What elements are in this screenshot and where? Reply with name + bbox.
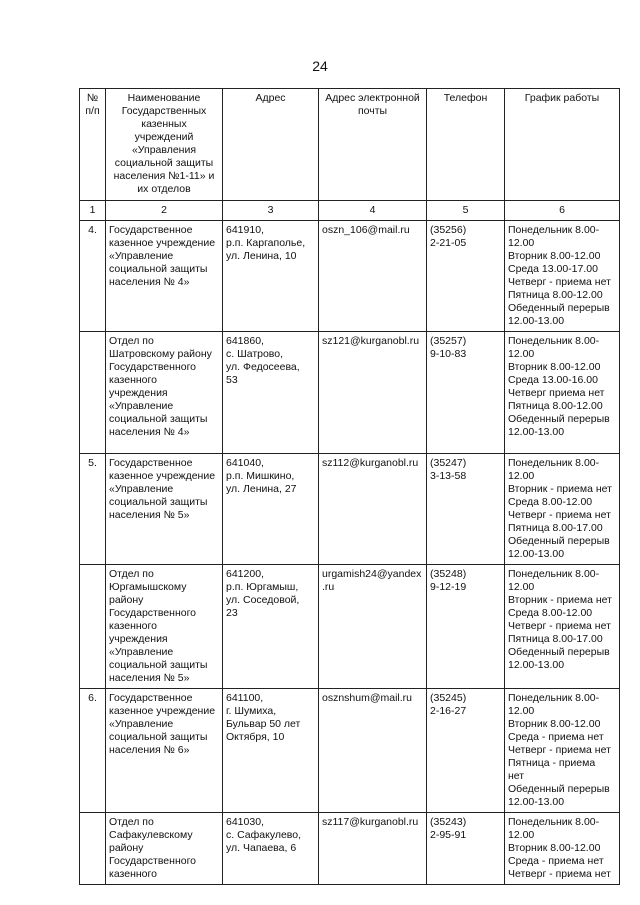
- row-number: [80, 332, 106, 454]
- institution-schedule: Понедельник 8.00- 12.00 Вторник - приема нет Среда 8.00-12.00 Четверг - приема нет Пятница 8.00-17.00 Обеденный перерыв 12.00-13.00: [505, 565, 620, 689]
- institution-phone: (35243) 2-95-91: [427, 813, 505, 885]
- table-row: [80, 565, 620, 689]
- column-number: 4: [319, 201, 427, 221]
- column-number-row: [80, 201, 620, 221]
- row-number: [80, 813, 106, 885]
- header-address: Адрес: [223, 89, 319, 201]
- institution-phone: (35247) 3-13-58: [427, 454, 505, 565]
- page-number: 24: [312, 58, 328, 74]
- institutions-table: [79, 88, 620, 885]
- row-number: 4.: [80, 221, 106, 332]
- institution-email: osznshum@mail.ru: [319, 689, 427, 813]
- institution-address: 641030, с. Сафакулево, ул. Чапаева, 6: [223, 813, 319, 885]
- institution-email: sz117@kurganobl.ru: [319, 813, 427, 885]
- institution-schedule: Понедельник 8.00- 12.00 Вторник - приема нет Среда 8.00-12.00 Четверг - приема нет Пятница 8.00-17.00 Обеденный перерыв 12.00-13.00: [505, 454, 620, 565]
- institution-address: 641860, с. Шатрово, ул. Федосеева, 53: [223, 332, 319, 454]
- table-row: [80, 221, 620, 332]
- institution-name: Государственное казенное учреждение «Управление социальной защиты населения № 6»: [106, 689, 223, 813]
- institution-phone: (35257) 9-10-83: [427, 332, 505, 454]
- institution-name: Отдел по Сафакулевскому району Государственного казенного: [106, 813, 223, 885]
- institution-schedule: Понедельник 8.00- 12.00 Вторник 8.00-12.00 Среда 13.00-17.00 Четверг - приема нет Пятница 8.00-12.00 Обеденный перерыв 12.00-13.00: [505, 221, 620, 332]
- header-phone: Телефон: [427, 89, 505, 201]
- column-number: 6: [505, 201, 620, 221]
- institution-email: oszn_106@mail.ru: [319, 221, 427, 332]
- institution-schedule: Понедельник 8.00- 12.00 Вторник 8.00-12.00 Среда 13.00-16.00 Четверг приема нет Пятница 8.00-12.00 Обеденный перерыв 12.00-13.00: [505, 332, 620, 454]
- institution-phone: (35245) 2-16-27: [427, 689, 505, 813]
- institution-address: 641910, р.п. Каргаполье, ул. Ленина, 10: [223, 221, 319, 332]
- institution-phone: (35248) 9-12-19: [427, 565, 505, 689]
- header-schedule: График работы: [505, 89, 620, 201]
- table-row: [80, 454, 620, 565]
- table-row: [80, 689, 620, 813]
- header-email: Адрес электронной почты: [319, 89, 427, 201]
- header-name: Наименование Государственных казенных учреждений «Управления социальной защиты населения №1-11» и их отделов: [106, 89, 223, 201]
- institution-schedule: Понедельник 8.00- 12.00 Вторник 8.00-12.00 Среда - приема нет Четверг - приема нет: [505, 813, 620, 885]
- table-header-row: [80, 89, 620, 201]
- institution-name: Государственное казенное учреждение «Управление социальной защиты населения № 4»: [106, 221, 223, 332]
- institution-name: Отдел по Шатровскому району Государственного казенного учреждения «Управление социальной защиты населения № 4»: [106, 332, 223, 454]
- table-row: [80, 332, 620, 454]
- column-number: 2: [106, 201, 223, 221]
- header-num: № п/п: [80, 89, 106, 201]
- institution-name: Отдел по Юргамышскому району Государственного казенного учреждения «Управление социальной защиты населения № 5»: [106, 565, 223, 689]
- row-number: [80, 565, 106, 689]
- institution-schedule: Понедельник 8.00- 12.00 Вторник 8.00-12.00 Среда - приема нет Четверг - приема нет Пятница - приема нет Обеденный перерыв 12.00-13.00: [505, 689, 620, 813]
- institution-email: sz112@kurganobl.ru: [319, 454, 427, 565]
- institution-email: urgamish24@yandex .ru: [319, 565, 427, 689]
- column-number: 1: [80, 201, 106, 221]
- row-number: 5.: [80, 454, 106, 565]
- row-number: 6.: [80, 689, 106, 813]
- column-number: 3: [223, 201, 319, 221]
- column-number: 5: [427, 201, 505, 221]
- institution-address: 641040, р.п. Мишкино, ул. Ленина, 27: [223, 454, 319, 565]
- table-row: [80, 813, 620, 885]
- institution-address: 641100, г. Шумиха, Бульвар 50 лет Октября, 10: [223, 689, 319, 813]
- institution-name: Государственное казенное учреждение «Управление социальной защиты населения № 5»: [106, 454, 223, 565]
- institution-phone: (35256) 2-21-05: [427, 221, 505, 332]
- institution-email: sz121@kurganobl.ru: [319, 332, 427, 454]
- institution-address: 641200, р.п. Юргамыш, ул. Соседовой, 23: [223, 565, 319, 689]
